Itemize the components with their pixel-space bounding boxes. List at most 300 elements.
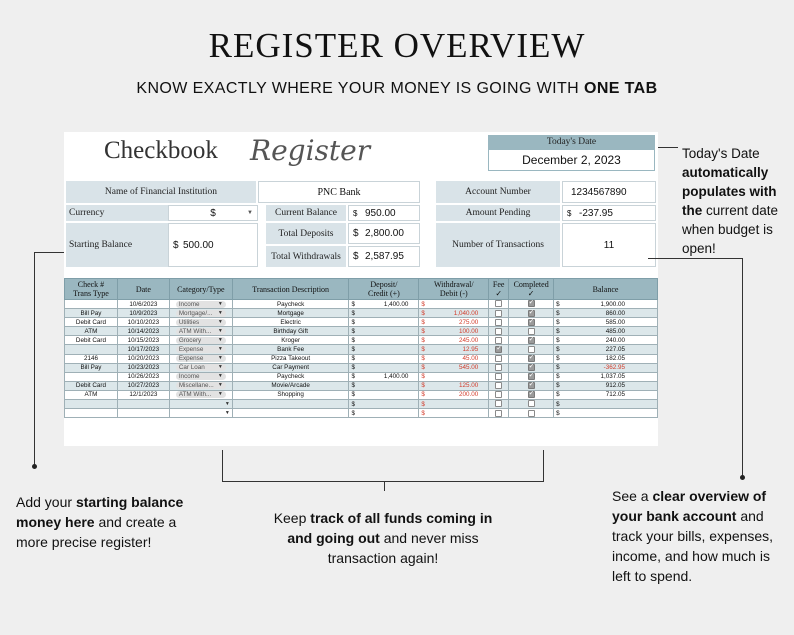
cell-completed[interactable] — [509, 381, 554, 390]
cell-deposit[interactable] — [349, 336, 419, 345]
dollar-sign: $ — [556, 364, 560, 372]
amount-pending-value: -237.95 — [579, 207, 613, 219]
cell-deposit[interactable] — [349, 300, 419, 309]
starting-balance-field[interactable] — [168, 223, 258, 267]
institution-label: Name of Financial Institution — [66, 181, 256, 203]
cell-date[interactable] — [117, 318, 169, 327]
fee-checkbox[interactable] — [495, 373, 502, 380]
start-note-2: starting balance money here — [16, 494, 184, 530]
cell-trans-type[interactable] — [65, 400, 118, 409]
current-balance-value: 950.00 — [365, 207, 396, 219]
dollar-sign: $ — [173, 239, 179, 251]
fee-checkbox[interactable] — [495, 346, 502, 353]
cell-fee[interactable] — [489, 363, 509, 372]
cell-withdrawal[interactable] — [419, 300, 489, 309]
cell-withdrawal[interactable] — [419, 372, 489, 381]
starting-balance-value: 500.00 — [183, 239, 214, 251]
cell-fee[interactable] — [489, 327, 509, 336]
col-fee — [489, 279, 509, 300]
fee-checkbox[interactable] — [495, 400, 502, 407]
table-row — [65, 300, 658, 309]
completed-checkbox[interactable] — [528, 410, 535, 417]
cell-balance — [554, 327, 658, 336]
cell-deposit[interactable] — [349, 390, 419, 399]
dollar-sign: $ — [421, 382, 425, 390]
cell-fee[interactable] — [489, 381, 509, 390]
dollar-sign: $ — [421, 309, 425, 317]
category-text: Income — [178, 373, 200, 381]
cell-category[interactable] — [169, 345, 232, 354]
register-body — [65, 300, 658, 418]
table-row — [65, 363, 658, 372]
cell-trans-type[interactable] — [65, 345, 118, 354]
category-chip — [176, 364, 226, 371]
dollar-sign: $ — [556, 327, 560, 335]
cell-category[interactable] — [169, 390, 232, 399]
date-text: 10/10/2023 — [127, 318, 160, 326]
cell-withdrawal[interactable] — [419, 327, 489, 336]
cell-balance — [554, 400, 658, 409]
col-balance: Balance — [554, 279, 658, 300]
dollar-sign: $ — [556, 300, 560, 308]
cell-fee[interactable] — [489, 309, 509, 318]
cell-fee[interactable] — [489, 336, 509, 345]
description-text: Paycheck — [276, 300, 305, 308]
chevron-down-icon: ▼ — [217, 373, 223, 380]
category-text: Income — [178, 300, 200, 308]
category-text: Mortgage/... — [178, 309, 213, 317]
dollar-sign: $ — [556, 409, 560, 417]
cell-fee[interactable] — [489, 409, 509, 418]
col-deposit — [349, 279, 419, 300]
cell-deposit[interactable] — [349, 409, 419, 418]
fee-checkbox[interactable] — [495, 337, 502, 344]
cell-withdrawal[interactable] — [419, 309, 489, 318]
chevron-down-icon: ▼ — [217, 327, 223, 334]
col-withdrawal — [419, 279, 489, 300]
cell-date[interactable] — [117, 372, 169, 381]
cell-description[interactable] — [232, 300, 349, 309]
category-text: ATM With... — [178, 327, 212, 335]
chevron-down-icon: ▼ — [217, 391, 223, 398]
balance-text: 240.00 — [605, 336, 625, 344]
cell-fee[interactable] — [489, 345, 509, 354]
description-text: Mortgage — [277, 309, 304, 317]
total-withdrawals-value: 2,587.95 — [365, 251, 404, 262]
dollar-sign: $ — [351, 309, 355, 317]
dollar-sign: $ — [351, 400, 355, 408]
category-chip — [176, 391, 226, 398]
cell-completed[interactable] — [509, 400, 554, 409]
dollar-sign: $ — [421, 327, 425, 335]
cell-completed[interactable] — [509, 336, 554, 345]
category-chip — [176, 382, 226, 389]
category-text: ATM With... — [178, 391, 212, 399]
track-note-3: and never miss transaction again! — [327, 530, 479, 566]
currency-select[interactable] — [168, 205, 258, 221]
col-category: Category/Type — [169, 279, 232, 300]
logo-script: Register — [250, 134, 371, 167]
current-balance-label: Current Balance — [266, 205, 346, 221]
description-text: Car Payment — [272, 364, 310, 372]
date-text: 10/26/2023 — [127, 373, 160, 381]
date-text: 10/20/2023 — [127, 355, 160, 363]
dollar-sign: $ — [421, 400, 425, 408]
dollar-sign: $ — [556, 309, 560, 317]
track-connector-bottom — [222, 481, 544, 482]
description-text: Kroger — [281, 336, 301, 344]
cell-description[interactable] — [232, 336, 349, 345]
dollar-sign: $ — [421, 300, 425, 308]
completed-checkbox[interactable] — [528, 346, 535, 353]
cell-completed[interactable] — [509, 327, 554, 336]
cell-category[interactable] — [169, 381, 232, 390]
checkbook-register-sheet — [64, 132, 658, 446]
cell-date[interactable] — [117, 400, 169, 409]
overview-note-2: clear overview of your bank account — [612, 488, 767, 524]
chevron-down-icon: ▼ — [247, 210, 253, 216]
overview-note — [612, 486, 792, 586]
description-text: Bank Fee — [277, 346, 305, 354]
overview-connector-v — [742, 258, 743, 476]
cell-fee[interactable] — [489, 354, 509, 363]
completed-checkbox[interactable] — [528, 373, 535, 380]
cell-trans-type[interactable] — [65, 390, 118, 399]
dollar-sign: $ — [351, 346, 355, 354]
cell-deposit[interactable] — [349, 363, 419, 372]
cell-trans-type[interactable] — [65, 363, 118, 372]
category-text: Expense — [178, 355, 204, 363]
today-note-1: Today's Date — [682, 146, 760, 161]
cell-trans-type[interactable] — [65, 354, 118, 363]
total-withdrawals-label: Total Withdrawals — [266, 246, 346, 267]
cell-description[interactable] — [232, 409, 349, 418]
category-chip — [176, 310, 226, 317]
completed-checkbox[interactable] — [528, 328, 535, 335]
fee-checkbox[interactable] — [495, 391, 502, 398]
total-deposits-label: Total Deposits — [266, 223, 346, 244]
account-number-field[interactable]: 1234567890 — [562, 181, 656, 203]
completed-checkbox[interactable] — [528, 355, 535, 362]
fee-checkbox[interactable] — [495, 300, 502, 307]
completed-checkbox[interactable] — [528, 391, 535, 398]
cell-completed[interactable] — [509, 354, 554, 363]
cell-date[interactable] — [117, 300, 169, 309]
withdrawal-text: 245.00 — [458, 336, 479, 344]
cell-balance — [554, 309, 658, 318]
start-connector-dot — [32, 464, 37, 469]
chevron-down-icon: ▼ — [217, 300, 223, 307]
date-text: 10/27/2023 — [127, 382, 160, 390]
completed-checkbox[interactable] — [528, 400, 535, 407]
check-mark-icon: ✓ — [495, 289, 503, 298]
fee-checkbox[interactable] — [495, 355, 502, 362]
cell-trans-type[interactable] — [65, 381, 118, 390]
balance-text: 1,037.05 — [600, 373, 625, 381]
cell-balance — [554, 390, 658, 399]
track-note-1: Keep — [273, 510, 311, 526]
dollar-sign: $ — [421, 336, 425, 344]
cell-category[interactable] — [169, 409, 232, 418]
cell-description[interactable] — [232, 345, 349, 354]
date-text: 10/14/2023 — [127, 327, 160, 335]
category-chip — [176, 319, 226, 326]
cell-withdrawal[interactable] — [419, 400, 489, 409]
completed-checkbox[interactable] — [528, 319, 535, 326]
cell-deposit[interactable] — [349, 354, 419, 363]
chevron-down-icon: ▼ — [224, 401, 230, 408]
category-text: Grocery — [178, 336, 202, 344]
cell-deposit[interactable] — [349, 318, 419, 327]
trans-type-text: Debit Card — [75, 336, 107, 344]
cell-category[interactable] — [169, 354, 232, 363]
cell-fee[interactable] — [489, 372, 509, 381]
cell-withdrawal[interactable] — [419, 336, 489, 345]
cell-date[interactable] — [117, 309, 169, 318]
date-text: 10/23/2023 — [127, 364, 160, 372]
cell-withdrawal[interactable] — [419, 363, 489, 372]
col-completed-label: Completed — [513, 280, 549, 289]
cell-date[interactable] — [117, 409, 169, 418]
cell-date[interactable] — [117, 327, 169, 336]
cell-description[interactable] — [232, 400, 349, 409]
trans-type-text: Debit Card — [75, 382, 107, 390]
balance-text: 912.05 — [605, 382, 625, 390]
subtitle-emphasis: ONE TAB — [583, 80, 658, 97]
cell-date[interactable] — [117, 345, 169, 354]
account-number-label: Account Number — [436, 181, 560, 203]
cell-description[interactable] — [232, 372, 349, 381]
cell-withdrawal[interactable] — [419, 354, 489, 363]
overview-note-1: See a — [612, 488, 653, 504]
currency-value: $ — [210, 207, 216, 219]
cell-withdrawal[interactable] — [419, 390, 489, 399]
cell-completed[interactable] — [509, 372, 554, 381]
col-withdrawal-label: Withdrawal/ — [433, 280, 474, 289]
col-completed — [509, 279, 554, 300]
balance-text: 1,900.00 — [600, 300, 625, 308]
cell-trans-type[interactable] — [65, 409, 118, 418]
cell-date[interactable] — [117, 363, 169, 372]
dollar-sign: $ — [421, 364, 425, 372]
dollar-sign: $ — [351, 391, 355, 399]
withdrawal-text: 275.00 — [458, 318, 479, 326]
cell-category[interactable] — [169, 372, 232, 381]
cell-withdrawal[interactable] — [419, 318, 489, 327]
table-row — [65, 409, 658, 418]
cell-deposit[interactable] — [349, 372, 419, 381]
fee-checkbox[interactable] — [495, 328, 502, 335]
fee-checkbox[interactable] — [495, 319, 502, 326]
cell-balance — [554, 363, 658, 372]
cell-date[interactable] — [117, 336, 169, 345]
table-row — [65, 345, 658, 354]
cell-trans-type[interactable] — [65, 309, 118, 318]
cell-category[interactable] — [169, 318, 232, 327]
cell-fee[interactable] — [489, 318, 509, 327]
institution-field[interactable]: PNC Bank — [258, 181, 420, 203]
cell-deposit[interactable] — [349, 400, 419, 409]
date-text: 12/1/2023 — [129, 391, 158, 399]
dollar-sign: $ — [556, 400, 560, 408]
dollar-sign: $ — [353, 208, 358, 218]
cell-completed[interactable] — [509, 318, 554, 327]
col-withdrawal-sub: Debit (-) — [439, 289, 468, 298]
total-withdrawals-field — [348, 246, 420, 267]
cell-completed[interactable] — [509, 309, 554, 318]
track-note — [268, 508, 498, 568]
cell-category[interactable] — [169, 336, 232, 345]
cell-trans-type[interactable] — [65, 318, 118, 327]
dollar-sign: $ — [421, 346, 425, 354]
withdrawal-text: 45.00 — [462, 355, 479, 363]
cell-description[interactable] — [232, 390, 349, 399]
cell-completed[interactable] — [509, 345, 554, 354]
cell-deposit[interactable] — [349, 327, 419, 336]
today-note-2: automatically populates with the — [682, 165, 777, 218]
cell-withdrawal[interactable] — [419, 381, 489, 390]
cell-date[interactable] — [117, 354, 169, 363]
category-chip — [176, 346, 226, 353]
dollar-sign: $ — [556, 318, 560, 326]
category-chip — [176, 355, 226, 362]
cell-description[interactable] — [232, 318, 349, 327]
todays-date-value: December 2, 2023 — [488, 149, 655, 171]
balance-text: 860.00 — [605, 309, 625, 317]
cell-completed[interactable] — [509, 300, 554, 309]
balance-text: -362.95 — [603, 364, 625, 372]
cell-category[interactable] — [169, 363, 232, 372]
table-row — [65, 309, 658, 318]
current-balance-field — [348, 205, 420, 221]
col-check-label: Check # — [77, 280, 105, 289]
cell-withdrawal[interactable] — [419, 345, 489, 354]
cell-category[interactable] — [169, 327, 232, 336]
col-fee-label: Fee — [492, 280, 505, 289]
cell-trans-type[interactable] — [65, 327, 118, 336]
cell-description[interactable] — [232, 309, 349, 318]
chevron-down-icon: ▼ — [217, 318, 223, 325]
category-text: Expense — [178, 346, 204, 354]
completed-checkbox[interactable] — [528, 300, 535, 307]
start-note — [16, 492, 186, 552]
dollar-sign: $ — [351, 327, 355, 335]
description-text: Movie/Arcade — [271, 382, 310, 390]
cell-withdrawal[interactable] — [419, 409, 489, 418]
cell-description[interactable] — [232, 354, 349, 363]
start-note-3: and create a more precise register! — [16, 514, 177, 550]
description-text: Paycheck — [276, 373, 305, 381]
dollar-sign: $ — [556, 355, 560, 363]
category-chip — [176, 301, 226, 308]
currency-label: Currency — [66, 205, 168, 221]
cell-date[interactable] — [117, 381, 169, 390]
completed-checkbox[interactable] — [528, 310, 535, 317]
track-note-2: track of all funds coming in and going out — [287, 510, 493, 546]
cell-date[interactable] — [117, 390, 169, 399]
dollar-sign: $ — [421, 391, 425, 399]
dollar-sign: $ — [421, 318, 425, 326]
cell-deposit[interactable] — [349, 345, 419, 354]
dollar-sign: $ — [556, 382, 560, 390]
subtitle-text: KNOW EXACTLY WHERE YOUR MONEY IS GOING WITH — [136, 80, 584, 97]
withdrawal-text: 12.95 — [462, 346, 479, 354]
cell-balance — [554, 381, 658, 390]
overview-connector-dot — [740, 475, 745, 480]
date-text: 10/6/2023 — [129, 300, 158, 308]
dollar-sign: $ — [351, 409, 355, 417]
dollar-sign: $ — [353, 251, 359, 262]
num-transactions-label: Number of Transactions — [436, 223, 560, 267]
chevron-down-icon: ▼ — [217, 355, 223, 362]
fee-checkbox[interactable] — [495, 410, 502, 417]
dollar-sign: $ — [353, 228, 359, 239]
deposit-text: 1,400.00 — [383, 300, 409, 308]
dollar-sign: $ — [556, 336, 560, 344]
fee-checkbox[interactable] — [495, 310, 502, 317]
cell-description[interactable] — [232, 381, 349, 390]
cell-description[interactable] — [232, 363, 349, 372]
table-row — [65, 372, 658, 381]
dollar-sign: $ — [421, 355, 425, 363]
trans-type-text: ATM — [84, 327, 98, 335]
completed-checkbox[interactable] — [528, 337, 535, 344]
date-text: 10/15/2023 — [127, 336, 160, 344]
trans-type-text: Bill Pay — [80, 309, 102, 317]
cell-category[interactable] — [169, 400, 232, 409]
cell-category[interactable] — [169, 309, 232, 318]
cell-fee[interactable] — [489, 400, 509, 409]
category-chip — [176, 337, 226, 344]
num-transactions-value: 11 — [562, 223, 656, 267]
cell-deposit[interactable] — [349, 309, 419, 318]
cell-fee[interactable] — [489, 390, 509, 399]
dollar-sign: $ — [351, 373, 355, 381]
today-connector-line — [658, 147, 678, 148]
cell-trans-type[interactable] — [65, 300, 118, 309]
cell-balance — [554, 345, 658, 354]
col-check-trans-type — [65, 279, 118, 300]
cell-completed[interactable] — [509, 363, 554, 372]
cell-fee[interactable] — [489, 300, 509, 309]
chevron-down-icon: ▼ — [217, 346, 223, 353]
table-row — [65, 390, 658, 399]
category-text: Car Loan — [178, 364, 205, 372]
amount-pending-label: Amount Pending — [436, 205, 560, 221]
cell-category[interactable] — [169, 300, 232, 309]
fee-checkbox[interactable] — [495, 382, 502, 389]
fee-checkbox[interactable] — [495, 364, 502, 371]
withdrawal-text: 1,040.00 — [453, 309, 479, 317]
start-note-1: Add your — [16, 494, 76, 510]
description-text: Electric — [280, 318, 301, 326]
description-text: Shopping — [277, 391, 304, 399]
cell-deposit[interactable] — [349, 381, 419, 390]
cell-trans-type[interactable] — [65, 336, 118, 345]
start-connector-h — [34, 252, 64, 253]
cell-completed[interactable] — [509, 409, 554, 418]
category-text: Utilities — [178, 318, 200, 326]
completed-checkbox[interactable] — [528, 364, 535, 371]
cell-description[interactable] — [232, 327, 349, 336]
register-table — [64, 278, 658, 418]
cell-trans-type[interactable] — [65, 372, 118, 381]
cell-completed[interactable] — [509, 390, 554, 399]
deposit-text: 1,400.00 — [383, 373, 409, 381]
trans-type-text: 2146 — [83, 355, 98, 363]
dollar-sign: $ — [421, 409, 425, 417]
completed-checkbox[interactable] — [528, 382, 535, 389]
